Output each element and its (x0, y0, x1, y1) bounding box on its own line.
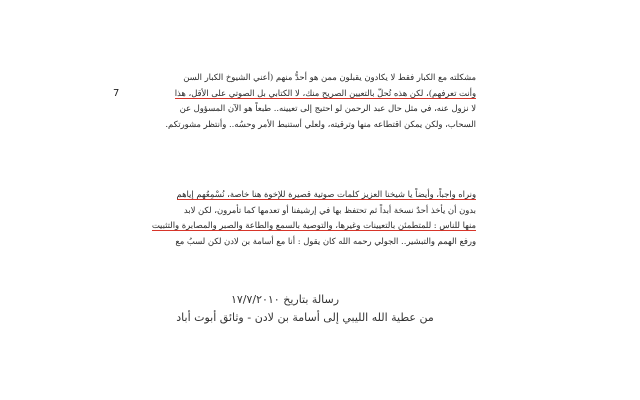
caption-date: رسالة بتاريخ ١٧/٧/٢٠١٠ (230, 293, 340, 306)
underlined-text: ونراه واجباً، وأيضاً يا شيخنا العزيز كلمات صوتية قصيرة للإخوة هنا خاصة، نُسْمِعُهم إياهم (176, 189, 476, 199)
paragraph-line: مشكلته مع الكبار فقط لا يكادون يقبلون ممن هو أحدُّ منهم (أعني الشيوخ الكبار السن (183, 72, 476, 82)
paragraph-line: ورفع الهمم والتبشير.. الجولي رحمه الله كان يقول : أنا مع أسامة بن لادن لكن لسبُ مع (175, 235, 476, 246)
paragraph-line: السحاب، ولكن يمكن اقتطاعه منها وترقيته، ولعلي أستنبط الأمر وحسُه.. وأنتظر مشورتكم. (165, 118, 476, 129)
paragraph-line (130, 218, 476, 234)
paragraph-line (130, 86, 476, 102)
underlined-text: وأنت تعرفهم)، لكن هذه تُحلّ بالتعيين الصريح منك، لا الكتابي بل الصوتي على الأقل، هذا (174, 87, 476, 98)
paragraph-2 (130, 187, 476, 249)
paragraph-line: لا نزول عنه، في مثل حال عبد الرحمن لو احتيج إلى تعيينه.. طبعاً هو الآن المسؤول عن (179, 103, 476, 113)
paragraph-line: بدون أن يأخذ أحدٌ نسخة أبداً ثم تحتفظ بها في إرشيفنا أو تعدمها كما تأمرون، لكن لابد (183, 204, 476, 215)
underlined-text: منها للناس : للمتطمئن بالتعيينات وغيرها، والتوصية بالسمع والطاعة والصبر والمصابرة والتثبيت (151, 220, 476, 230)
paragraph-line (130, 187, 476, 203)
paragraph-1 (130, 70, 476, 132)
page-marker: 7 (113, 88, 120, 99)
caption-source: من عطية الله الليبي إلى أسامة بن لادن - وثائق أبوت أباد (176, 311, 434, 324)
